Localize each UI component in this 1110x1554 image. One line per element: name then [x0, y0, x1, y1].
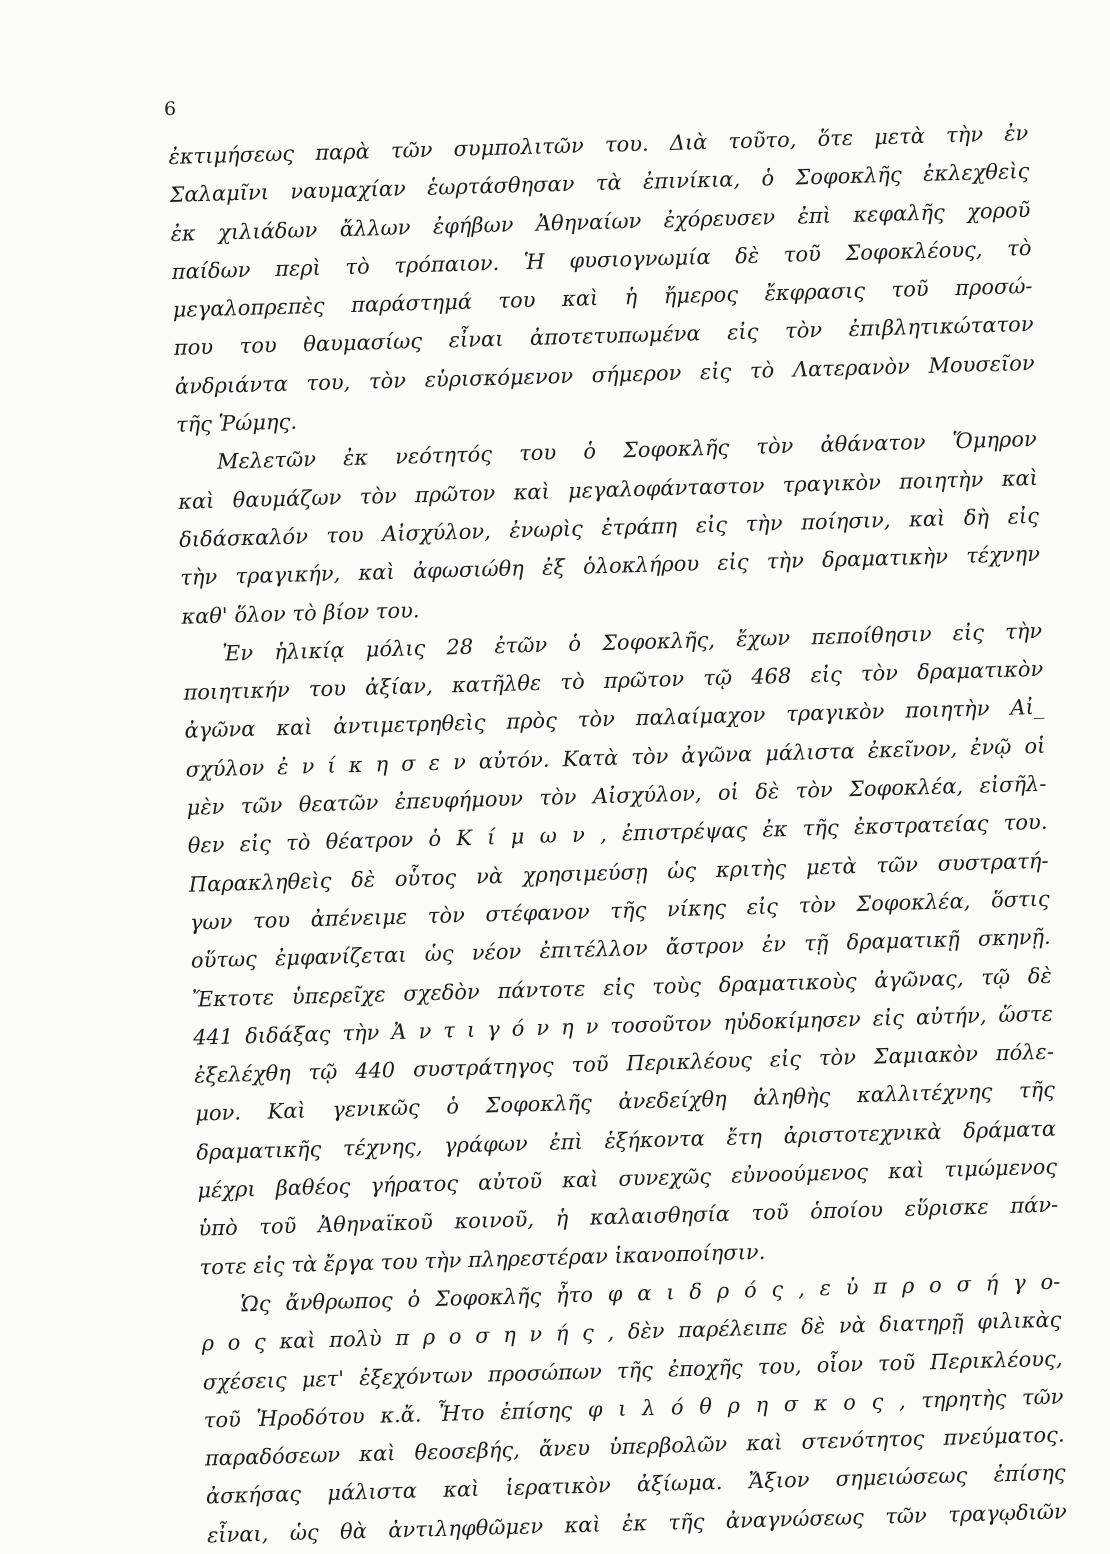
text-line: ὑπὸ τοῦ Ἀθηναϊκοῦ κοινοῦ, ἡ καλαισθησία τοῦ ὁποίου εὕρισκε πάν- [198, 1192, 1059, 1241]
text-line: σχέσεις μετ' ἐξεχόντων προσώπων τῆς ἐποχῆς του, οἷον τοῦ Περικλέους, [202, 1346, 1063, 1395]
text-line: ἀνδριάντα του, τὸν εὑρισκόμενον σήμερον εἰς τὸ Λατερανὸν Μουσεῖον [174, 350, 1035, 399]
text-line: εἶναι, ὡς θὰ ἀντιληφθῶμεν καὶ ἐκ τῆς ἀναγνώσεως τῶν τραγῳδιῶν [206, 1499, 1068, 1548]
text-line: θεν εἰς τὸ θέατρον ὁ Κ ί μ ω ν , ἐπιστρέψας ἐκ τῆς ἐκστρατείας του. [187, 810, 1048, 859]
text-line: παραδόσεων καὶ θεοσεβής, ἄνευ ὑπερβολῶν καὶ στενότητος πνεύματος. [204, 1422, 1065, 1471]
text-line: καὶ θαυμάζων τὸν πρῶτον καὶ μεγαλοφάνταστον τραγικὸν ποιητὴν καὶ [177, 465, 1039, 514]
text-line: σχύλον ἐ ν ί κ η σ ε ν αὐτόν. Κατὰ τὸν ἀγῶνα μάλιστα ἐκεῖνον, ἐνῷ οἱ [185, 733, 1046, 782]
text-line: δραματικῆς τέχνης, γράφων ἐπὶ ἑξήκοντα ἔτη ἀριστοτεχνικὰ δράματα [195, 1116, 1057, 1165]
text-line: τῆς Ῥώμης. [175, 409, 298, 437]
text-line: Ὡς ἄνθρωπος ὁ Σοφοκλῆς ἦτο φ α ι δ ρ ό ς , ε ὐ π ρ ο σ ή γ ο- [240, 1269, 1061, 1317]
text-line: ἀγῶνα καὶ ἀντιμετρηθεὶς πρὸς τὸν παλαίμαχον τραγικὸν ποιητὴν Αἰ_ [184, 695, 1045, 744]
text-line: Μελετῶν ἐκ νεότητός του ὁ Σοφοκλῆς τὸν ἀθάνατον Ὅμηρον [216, 427, 1038, 475]
text-line: Ἔκτοτε ὑπερεῖχε σχεδὸν πάντοτε εἰς τοὺς δραματικοὺς ἀγῶνας, τῷ δὲ [191, 963, 1053, 1012]
text-line: μέχρι βαθέος γήρατος αὐτοῦ καὶ συνεχῶς εὐνοούμενος καὶ τιμώμενος [197, 1154, 1058, 1203]
body-text [168, 114, 1067, 1554]
text-line: μὲν τῶν θεατῶν ἐπευφήμουν τὸν Αἰσχύλον, οἱ δὲ τὸν Σοφοκλέα, εἰσῆλ- [186, 771, 1047, 820]
text-line: τὴν τραγικήν, καὶ ἀφωσιώθη ἐξ ὁλοκλήρου εἰς τὴν δραματικὴν τέχνην [179, 542, 1041, 591]
text-line: καθ' ὅλον τὸ βίον του. [181, 597, 420, 629]
text-line: γων του ἀπένειμε τὸν στέφανον τῆς νίκης εἰς τὸν Σοφοκλέα, ὅστις [189, 886, 1050, 935]
text-line: ποιητικήν του ἀξίαν, κατῆλθε τὸ πρῶτον τῷ 468 εἰς τὸν δραματικὸν [183, 656, 1044, 705]
text-line: μον. Καὶ γενικῶς ὁ Σοφοκλῆς ἀνεδείχθη ἀληθὴς καλλιτέχνης τῆς [194, 1078, 1056, 1127]
text-line: ἐκ χιλιάδων ἄλλων ἐφήβων Ἀθηναίων ἐχόρευσεν ἐπὶ κεφαλῆς χοροῦ [170, 197, 1031, 246]
text-line: ἐκτιμήσεως παρὰ τῶν συμπολιτῶν του. Διὰ τοῦτο, ὅτε μετὰ τὴν ἐν [168, 120, 1029, 169]
text-line: τοῦ Ἡροδότου κ.ἄ. Ἦτο ἐπίσης φ ι λ ό θ ρ η σ κ ο ς , τηρητὴς τῶν [203, 1384, 1064, 1433]
text-line: ἀσκήσας μάλιστα καὶ ἱερατικὸν ἀξίωμα. Ἄξιον σημειώσεως ἐπίσης [205, 1460, 1066, 1509]
text-line: μεγαλοπρεπὲς παράστημά του καὶ ἡ ἤμερος ἔκφρασις τοῦ προσώ- [172, 274, 1033, 323]
page-number: 6 [164, 98, 177, 120]
text-line: τοτε εἰς τὰ ἔργα του τὴν πληρεστέραν ἱκανοποίησιν. [199, 1239, 766, 1280]
text-line: Ἐν ἡλικίᾳ μόλις 28 ἐτῶν ὁ Σοφοκλῆς, ἔχων πεποίθησιν εἰς τὴν [222, 618, 1043, 666]
text-line: 441 διδάξας τὴν Ἀ ν τ ι γ ό ν η ν τοσοῦτον ηὐδοκίμησεν εἰς αὐτήν, ὥστε [192, 1001, 1054, 1050]
text-line: ρ ο ς καὶ πολὺ π ρ ο σ η ν ή ς , δὲν παρέλειπε δὲ νὰ διατηρῇ φιλικὰς [201, 1307, 1062, 1356]
text-line: Παρακληθεὶς δὲ οὗτος νὰ χρησιμεύσῃ ὡς κριτὴς μετὰ τῶν συστρατή- [188, 848, 1049, 897]
text-line: διδάσκαλόν του Αἰσχύλον, ἐνωρὶς ἐτράπη εἰς τὴν ποίησιν, καὶ δὴ εἰς [178, 503, 1040, 552]
text-line: οὕτως ἐμφανίζεται ὡς νέον ἐπιτέλλον ἄστρον ἐν τῇ δραματικῇ σκηνῇ. [190, 924, 1051, 973]
text-line: που του θαυμασίως εἶναι ἀποτετυπωμένα εἰς τὸν ἐπιβλητικώτατον [173, 312, 1034, 361]
text-line: παίδων περὶ τὸ τρόπαιον. Ἡ φυσιογνωμία δὲ τοῦ Σοφοκλέους, τὸ [171, 235, 1032, 284]
text-line: ἐξελέχθη τῷ 440 συστράτηγος τοῦ Περικλέους εἰς τὸν Σαμιακὸν πόλε- [193, 1039, 1055, 1088]
text-line: Σαλαμῖνι ναυμαχίαν ἑωρτάσθησαν τὰ ἐπινίκια, ὁ Σοφοκλῆς ἐκλεχθεὶς [169, 159, 1030, 208]
